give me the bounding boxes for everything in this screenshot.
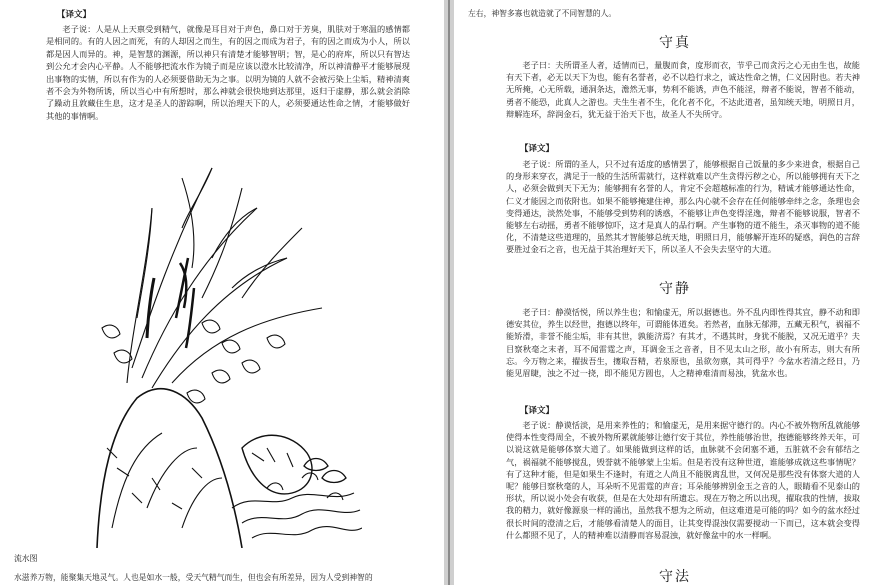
continued-text: 左右，神智多寡也就造就了不同智慧的人。 (468, 9, 617, 18)
original-paragraph-shoujing: 老子曰：静漠恬悦，所以养生也；和愉虚无，所以据德也。外不乱内即性得其宜，静不动和即德安其位，养生以经世，抱德以终年，可谓能体道矣。若然者，血脉无郁滞，五藏无积气，祸福不能矫滑，非誉不能尘垢，非有其世，孰能济焉？有其才，不遇其时，身犹不能脱，又况无道乎？夫目察秋毫之末者，耳不闻雷霆之声，耳调金玉之音者，目不见太山之形，故小有所志，则大有所忘。今万物之来，擢拔吾生，攓取吾精，若泉原也，虽欲勿禀，其可得乎？今盆水若清之经日，乃能见眉睫，浊之不过一挠，即不能见方圆也，人之精神难清而易浊，犹盆水也。 (506, 307, 860, 379)
original-paragraph-shouzhen: 老子曰：夫所谓圣人者，适情而已，量腹而食，度形而衣，节乎己而贪污之心无由生也，故能有天下者，必无以天下为也，能有名誉者，必不以趋行求之，诚达性命之情，仁义因附也。若夫神无所掩，心无所载，通洞条达，澹然无事，势利不能诱，声色不能淫，辩者不能说，智者不能动，勇者不能恐，此真人之游也。夫生生者不生，化化者不化，不达此道者，虽知统天地，明照日月，辩解连环，辞润金石，犹无益于治天下也，故圣人不失所守。 (506, 60, 860, 119)
translation-paragraph-shoujing: 老子说：静谟恬淡，是用来养性的；和愉虚无，是用来据守德行的。内心不被外物所乱就能够使得本性变得周全，不被外物所累就能够让德行安于其位，养性能够治世，抱德能够终养天年，可以说这就是能够体察大道了。如果能做到这样的话，血脉就不会闭塞不通，五脏就不会有郁结之气，祸福就不能够搅乱，毁誉就不能够蒙上尘垢。但是若没有这种世道，谁能够成就这些事情呢？有了这种才能，但是如果生不逢时，有道之人尚且不能脱离乱世，又何况是那些没有体察大道的人呢？能够目察秋毫的人，耳朵听不见雷霆的声音；耳朵能够辨别金玉之音的人，眼睛看不见泰山的形状，所以说小处会有收获，但是在大处却有所遗忘。现在万物之所以出现，擢取我的性情，拔取我的精力，就好像源泉一样的涌出，虽然我不想为之所动，但这难道是可能的吗？如今的盆水经过很长时间的澄清之后，才能够看清楚人的面目，让其变得混浊仅需要搅动一下而已，这本就会变得什么都照不见了，人的精神难以清静而容易混浊，就好像盆中的水一样啊。 (506, 420, 860, 540)
illustration-caption: 流水图 (14, 554, 38, 563)
section-title-shoujing: 守静 (659, 281, 691, 297)
flowing-water-illustration (92, 148, 362, 548)
bottom-text: 水滋养万物，能聚集天地灵气。人也是如水一般，受天气精气而生，但也会有所差异，因为人受到神智的 (14, 573, 373, 582)
translation-tag-2: 【译文】 (520, 406, 555, 416)
section-title-shouzhen: 守真 (659, 35, 691, 51)
translation-tag: 【译文】 (57, 10, 92, 20)
book-gutter (444, 0, 454, 585)
translation-paragraph-shouzhen: 老子说：所谓的圣人，只不过有适度的感情罢了，能够根据自己饭量的多少来进食，根据自己的身形来穿衣，满足于一般的生活所需就行，这样就难以产生贪得污秽之心，所以能够拥有天下之人，必须会做到天下无为；能够拥有名誉的人，肯定不会超越标准的行为，精诚才能够通达性命，仁义才能因之而依附也。如果不能够掩建住神，那么内心就不会存在任何能够牵绊之念，条理也会变得通达，淡然处事，不能够受到势利的诱惑，不能够让声色变得淫逸，辩者不能够说服，智者不能够左右动摇，勇者不能够惊吓，这才是真人的品行啊。产生事物的道不能生，杀灭事物的道不能化，不清楚这些道理的，虽然其才智能够总统天地，明照日月，能够解开连环的疑惑，润色的言辞要胜过金石之音，也无益于其治理好天下，所以圣人不会失去坚守的大道。 (506, 159, 860, 255)
section-title-shoufa: 守法 (659, 569, 691, 585)
translation-paragraph: 老子说：人是从上天禀受到精气，就像是耳目对于声色，鼻口对于芳臭，肌肤对于寒温的感情都是相同的。有的人因之而死，有的人却因之而生，有的因之而成为君子，有的因之而成为小人，所以都是因人而异的。神，是智慧的渊源，所以神只有清楚才能够智明；智，是心的府库，所以只有智达到公允才会内心平静。人不能够把流水作为镜子而是应该以澄水比较清净，所以神清静平才能够展现出事物的实情，所以有作为的人必须要借助无为之事。以明为镜的人就不会被污染上尘垢，精神清爽者不会为外物所诱，所以当心中有所想时，那么神就会很快地到达那里，返归于虚静，那么就会消除了躁动且敦藏住生息，这才是圣人的游踪啊，所以治理天下的人，必须要通达性命之情，才能够做好其他的事情啊。 (46, 24, 410, 121)
translation-tag-1: 【译文】 (520, 144, 555, 154)
right-page (454, 0, 896, 585)
left-page (0, 0, 444, 585)
